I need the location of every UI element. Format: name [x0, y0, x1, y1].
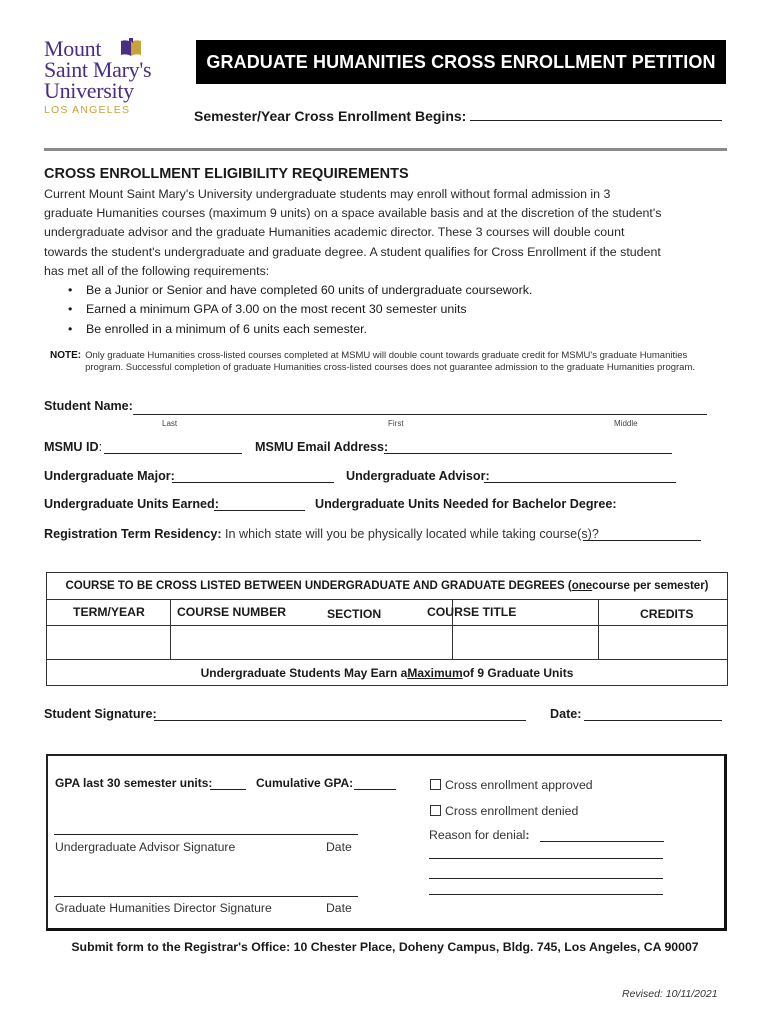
- units-earned-label: Undergraduate Units Earned:: [44, 497, 219, 511]
- submit-instructions: Submit form to the Registrar's Office: 10 Chester Place, Doheny Campus, Bldg. 745, Los Angeles, CA 90007: [71, 940, 699, 954]
- semester-input-line[interactable]: [470, 108, 722, 121]
- reason-input-1[interactable]: [540, 830, 664, 842]
- course-table: [46, 572, 728, 686]
- name-middle-caption: Middle: [614, 419, 638, 428]
- advisor-input[interactable]: [484, 471, 676, 483]
- units-earned-input[interactable]: [214, 499, 305, 511]
- reason-input-3[interactable]: [429, 878, 663, 879]
- requirements-line: graduate Humanities courses (maximum 9 units) on a space available basis and at the discretion of the student's: [44, 206, 662, 221]
- note: [50, 350, 740, 374]
- units-needed-label: Undergraduate Units Needed for Bachelor Degree:: [315, 497, 617, 511]
- msmu-id-colon: :: [98, 440, 103, 454]
- requirements-list: [68, 281, 532, 339]
- logo-line-saint-marys: Saint Mary's: [44, 57, 152, 82]
- gpa-last30-label: GPA last 30 semester units:: [55, 776, 213, 790]
- requirements-line: has met all of the following requirements:: [44, 263, 270, 278]
- student-signature-input[interactable]: [154, 709, 526, 721]
- requirements-line: Current Mount Saint Mary's University undergraduate students may enroll without formal admission in 3: [44, 187, 611, 201]
- date-label: Date:: [550, 707, 582, 721]
- advisor-signature-caption: Undergraduate Advisor Signature: [55, 840, 236, 854]
- student-name-input[interactable]: [133, 403, 707, 415]
- approval-box: [46, 754, 727, 931]
- denied-label: Cross enrollment denied: [445, 804, 579, 818]
- director-signature-line[interactable]: [54, 896, 358, 897]
- advisor-label: Undergraduate Advisor:: [346, 469, 490, 483]
- residency-input[interactable]: [583, 529, 701, 541]
- logo-line-los-angeles: LOS ANGELES: [44, 104, 131, 116]
- col-term-year: TERM/YEAR: [73, 605, 145, 619]
- student-name-field: [44, 399, 133, 413]
- reason-colon: :: [525, 828, 530, 842]
- logo-line-university: University: [44, 78, 134, 103]
- course-table-columns: [47, 599, 727, 659]
- form-title: GRADUATE HUMANITIES CROSS ENROLLMENT PETITION: [196, 40, 726, 84]
- col-course-title: COURSE TITLE: [427, 605, 517, 619]
- advisor-date-caption: Date: [326, 840, 352, 854]
- course-table-header: [47, 573, 727, 600]
- col-credits: CREDITS: [640, 607, 694, 621]
- semester-field: [194, 108, 722, 124]
- advisor-signature-line[interactable]: [54, 834, 358, 835]
- requirements-line: undergraduate advisor and the graduate Humanities academic director. These 3 courses will double count: [44, 225, 625, 240]
- note-line: Only graduate Humanities cross-listed courses completed at MSMU will double count towards graduate credit for MSMU's graduate Humanities: [85, 350, 688, 361]
- msmu-email-input[interactable]: [384, 442, 672, 454]
- residency-question: In which state will you be physically located while taking course(s)?: [225, 527, 599, 541]
- reason-label: Reason for denial: [429, 828, 526, 842]
- university-logo: [44, 38, 184, 128]
- msmu-id-field: [44, 440, 102, 454]
- section-divider: [44, 148, 727, 151]
- name-last-caption: Last: [162, 419, 178, 428]
- msmu-id-input[interactable]: [104, 442, 242, 454]
- residency-field: [44, 527, 599, 541]
- gpa-last30-input[interactable]: [210, 778, 246, 790]
- note-line: program. Successful completion of graduate Humanities cross-listed courses does not guarantee admission to the graduate Humanities program.: [85, 362, 696, 373]
- approved-option[interactable]: [430, 778, 593, 792]
- revised-date: Revised: 10/11/2021: [622, 988, 718, 1000]
- director-date-caption: Date: [326, 901, 352, 915]
- course-table-footer: [47, 659, 727, 686]
- requirement-item: • Be enrolled in a minimum of 6 units each semester.: [68, 320, 532, 339]
- major-input[interactable]: [172, 471, 334, 483]
- msmu-email-label: MSMU Email Address:: [255, 440, 389, 454]
- requirements-text: [44, 185, 724, 281]
- denied-option[interactable]: [430, 804, 578, 818]
- cumulative-gpa-label: Cumulative GPA:: [256, 776, 354, 790]
- footer-text-post: of 9 Graduate Units: [462, 666, 574, 680]
- student-signature-label: Student Signature:: [44, 707, 157, 721]
- name-first-caption: First: [388, 419, 404, 428]
- msmu-id-label: MSMU ID: [44, 440, 99, 454]
- requirement-item: • Earned a minimum GPA of 3.00 on the most recent 30 semester units: [68, 300, 532, 319]
- director-signature-caption: Graduate Humanities Director Signature: [55, 901, 272, 915]
- reason-for-denial: [429, 828, 530, 842]
- approved-checkbox[interactable]: [430, 779, 441, 790]
- book-icon: [120, 38, 142, 58]
- course-table-header-one: one: [571, 580, 593, 592]
- col-section: SECTION: [327, 607, 382, 621]
- major-label: Undergraduate Major:: [44, 469, 175, 483]
- course-table-row-divider: [47, 625, 727, 626]
- logo-line-mount: Mount: [44, 36, 102, 61]
- student-name-label: Student Name:: [44, 399, 133, 413]
- cumulative-gpa-input[interactable]: [354, 778, 396, 790]
- approved-label: Cross enrollment approved: [445, 778, 593, 792]
- date-input[interactable]: [584, 709, 722, 721]
- footer-text-pre: Undergraduate Students May Earn a: [200, 666, 408, 680]
- requirements-line: towards the student's undergraduate and graduate degree. A student qualifies for Cross Enrollment if the student: [44, 244, 661, 259]
- semester-label: Semester/Year Cross Enrollment Begins:: [194, 108, 467, 124]
- requirements-heading: CROSS ENROLLMENT ELIGIBILITY REQUIREMENTS: [44, 166, 409, 182]
- reason-input-4[interactable]: [429, 894, 663, 895]
- residency-label: Registration Term Residency:: [44, 527, 222, 541]
- course-table-header-post: course per semester): [592, 580, 709, 592]
- requirement-item: • Be a Junior or Senior and have completed 60 units of undergraduate coursework.: [68, 281, 532, 300]
- denied-checkbox[interactable]: [430, 805, 441, 816]
- course-table-header-text: COURSE TO BE CROSS LISTED BETWEEN UNDERGRADUATE AND GRADUATE DEGREES (: [65, 580, 572, 592]
- reason-input-2[interactable]: [429, 858, 663, 859]
- note-label: NOTE:: [50, 350, 82, 361]
- col-course-number: COURSE NUMBER: [177, 605, 287, 619]
- footer-text-maximum: Maximum: [407, 666, 463, 680]
